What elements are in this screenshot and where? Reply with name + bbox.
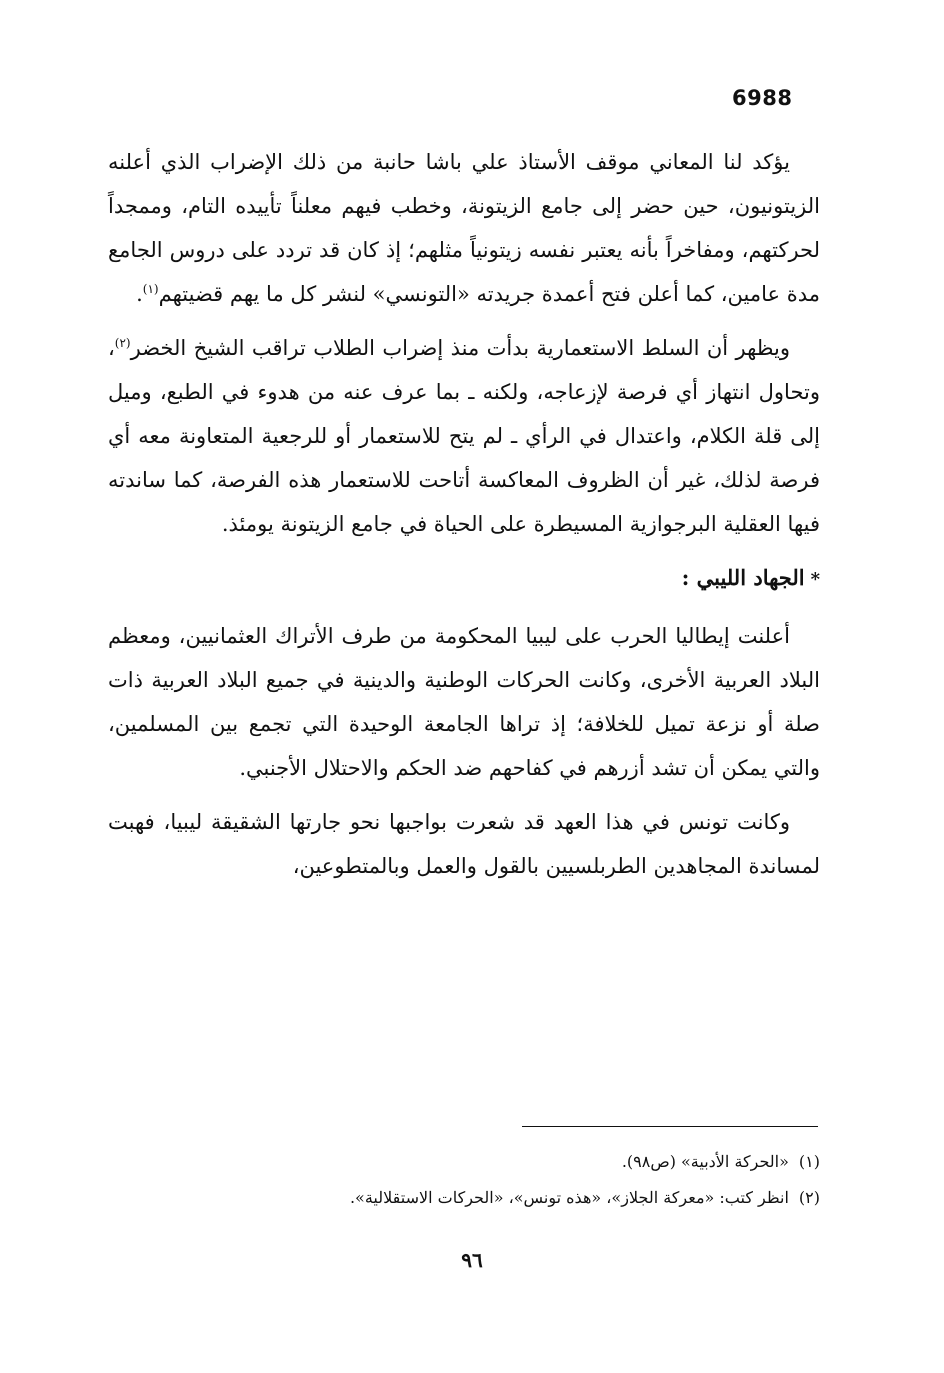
paragraph-1-text: يؤكد لنا المعاني موقف الأستاذ علي باشا حانبة من ذلك الإضراب الذي أعلنه الزيتونيون، حين حضر إلى جامع الزيتونة، وخطب فيهم معلناً تأييده التام، وممجداً لحركتهم، ومفاخراً بأنه يعتبر نفسه زيتونياً مثلهم؛ إذ كان قد تردد على دروس الجامع مدة عامين، كما أعلن فتح أعمدة جريدته «التونسي» لنشر كل ما يهم قضيتهم bbox=[108, 150, 820, 306]
heading-text: الجهاد الليبي : bbox=[681, 565, 805, 590]
footnote-ref-1: (١) bbox=[142, 282, 159, 296]
footnote-1-text: «الحركة الأدبية» (ص٩٨). bbox=[621, 1152, 789, 1171]
paragraph-2-start: ويظهر أن السلط الاستعمارية بدأت منذ إضراب الطلاب تراقب الشيخ الخضر bbox=[130, 336, 790, 360]
section-heading bbox=[108, 556, 820, 602]
footnote-divider bbox=[522, 1126, 818, 1127]
footnote-2-number: (٢) bbox=[798, 1188, 820, 1207]
footnotes bbox=[150, 1144, 820, 1216]
footnote-1 bbox=[150, 1144, 820, 1180]
paragraph-3: أعلنت إيطاليا الحرب على ليبيا المحكومة من طرف الأتراك العثمانيين، ومعظم البلاد العربية الأخرى، وكانت الحركات الوطنية والدينية في جميع البلاد العربية ذات صلة أو نزعة تميل للخلافة؛ إذ تراها الجامعة الوحيدة التي تجمع بين المسلمين، والتي يمكن أن تشد أزرهم في كفاحهم ضد الحكم والاحتلال الأجنبي. bbox=[108, 624, 820, 780]
footnote-ref-2: (٢) bbox=[114, 336, 131, 350]
footnote-2-text: انظر كتب: «معركة الجلاز»، «هذه تونس»، «الحركات الاستقلالية». bbox=[349, 1188, 789, 1207]
paragraph-1-end: . bbox=[136, 282, 143, 306]
footnote-1-number: (١) bbox=[798, 1152, 820, 1171]
paragraph-2-rest: ، وتحاول انتهاز أي فرصة لإزعاجه، ولكنه ـ بما عرف عنه من هدوء في الطبع، وميل إلى قلة الكلام، واعتدال في الرأي ـ لم يتح للاستعمار أو للرجعية المتعاونة معه أي فرصة لذلك، غير أن الظروف المعاكسة أتاحت للاستعمار هذه الفرصة، كما ساندته فيها العقلية البرجوازية المسيطرة على الحياة في جامع الزيتونة يومئذ. bbox=[108, 336, 820, 536]
heading-star-icon: * bbox=[810, 569, 820, 590]
page-number-bottom: ٩٦ bbox=[461, 1248, 483, 1272]
footnote-2 bbox=[150, 1180, 820, 1216]
main-text bbox=[108, 140, 820, 898]
page-number-top: 6988 bbox=[732, 86, 793, 110]
paragraph-1 bbox=[108, 140, 820, 316]
paragraph-4: وكانت تونس في هذا العهد قد شعرت بواجبها نحو جارتها الشقيقة ليبيا، فهبت لمساندة المجاهدين الطربلسيين بالقول والعمل وبالمتطوعين، bbox=[108, 810, 820, 878]
paragraph-2 bbox=[108, 326, 820, 546]
